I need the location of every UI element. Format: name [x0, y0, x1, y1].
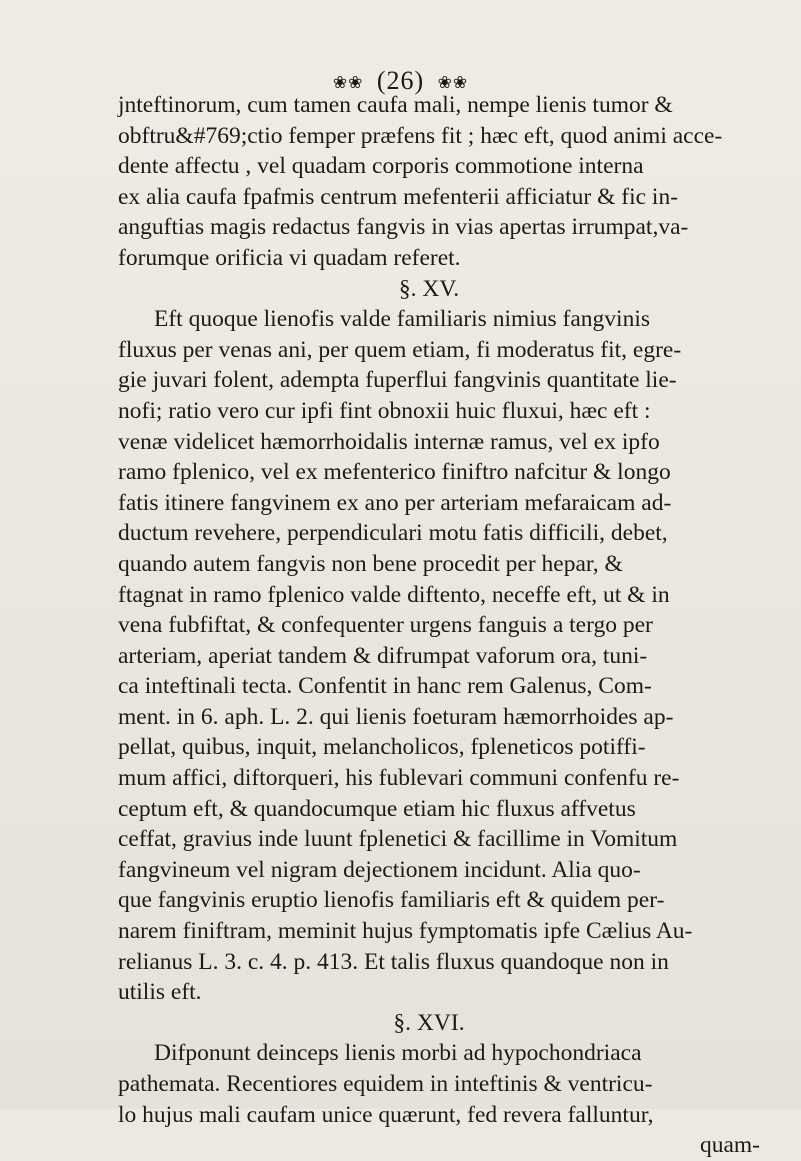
page-number: (26)	[376, 66, 425, 95]
section-heading: §. XV.	[398, 275, 460, 302]
text-line: ment. in 6. aph. L. 2. qui lienis foeturam hæmorrhoides ap-	[118, 703, 674, 730]
text-line: vena fubfiftat, & confequenter urgens fanguis a tergo per	[118, 612, 653, 639]
text-line: fluxus per venas ani, per quem etiam, fi moderatus fit, egre-	[118, 336, 682, 363]
text-line: utilis eft.	[118, 979, 202, 1006]
text-line: dente affectu , vel quadam corporis commotione interna	[118, 153, 644, 180]
text-line: ftagnat in ramo fplenico valde diftento, neceffe eft, ut & in	[118, 581, 670, 608]
text-line: que fangvinis eruptio lienofis familiaris eft & quidem per-	[118, 887, 665, 914]
body-text	[118, 90, 780, 1161]
text-line: nofi; ratio vero cur ipfi fint obnoxii huic fluxui, hæc eft :	[118, 397, 651, 424]
text-line: fangvineum vel nigram dejectionem incidunt. Alia quo-	[118, 856, 641, 883]
text-line: forumque orificia vi quadam referet.	[118, 244, 461, 271]
text-line: pathemata. Recentiores equidem in inteftinis & ventricu-	[118, 1071, 653, 1097]
text-line: ceffat, gravius inde luunt fplenetici & facillime in Vomitum	[118, 826, 678, 853]
text-line: obftru&#769;ctio femper præfens fit ; hæc eft, quod animi acce-	[118, 122, 723, 149]
text-line: ductum revehere, perpendiculari motu fatis difficili, debet,	[118, 520, 668, 547]
text-line: ex alia caufa fpafmis centrum mefenterii afficiatur & fic in-	[118, 183, 679, 210]
text-line: arteriam, aperiat tandem & difrumpat vaforum ora, tuni-	[118, 642, 648, 669]
text-line: venæ videlicet hæmorrhoidalis internæ ramus, vel ex ipfo	[118, 428, 660, 455]
text-line: quando autem fangvis non bene procedit per hepar, &	[118, 550, 623, 577]
text-line: Eft quoque lienofis valde familiaris nimius fangvinis	[154, 306, 651, 333]
text-line: mum affici, diftorqueri, his fublevari communi confenfu re-	[118, 765, 680, 792]
text-line: pellat, quibus, inquit, melancholicos, fpleneticos potiffi-	[118, 734, 646, 761]
text-line: ceptum eft, & quandocumque etiam hic fluxus affvetus	[118, 795, 636, 822]
text-line: jnteftinorum, cum tamen caufa mali, nempe lienis tumor &	[118, 92, 673, 118]
text-line: lo hujus mali caufam unice quærunt, fed revera falluntur,	[118, 1101, 654, 1128]
catchword: quam-	[699, 1132, 760, 1159]
text-line: ramo fplenico, vel ex mefenterico finiftro nafcitur & longo	[118, 459, 671, 486]
text-line: narem finiftram, meminit hujus fymptomatis ipfe Cælius Au-	[118, 918, 693, 945]
text-line: Difponunt deinceps lienis morbi ad hypochondriaca	[154, 1040, 642, 1067]
ornament-right-icon: ❀❀	[437, 73, 469, 93]
ornament-left-icon: ❀❀	[332, 73, 364, 93]
text-line: gie juvari folent, adempta fuperflui fangvinis quantitate lie-	[118, 367, 677, 394]
text-line: anguftias magis redactus fangvis in vias apertas irrumpat,va-	[118, 214, 689, 241]
section-heading: §. XVI.	[393, 1009, 465, 1036]
text-line: fatis itinere fangvinem ex ano per arteriam mefaraicam ad-	[118, 489, 672, 516]
text-line: relianus L. 3. c. 4. p. 413. Et talis fluxus quandoque non in	[118, 948, 669, 975]
text-line: ca inteftinali tecta. Confentit in hanc rem Galenus, Com-	[118, 673, 652, 700]
